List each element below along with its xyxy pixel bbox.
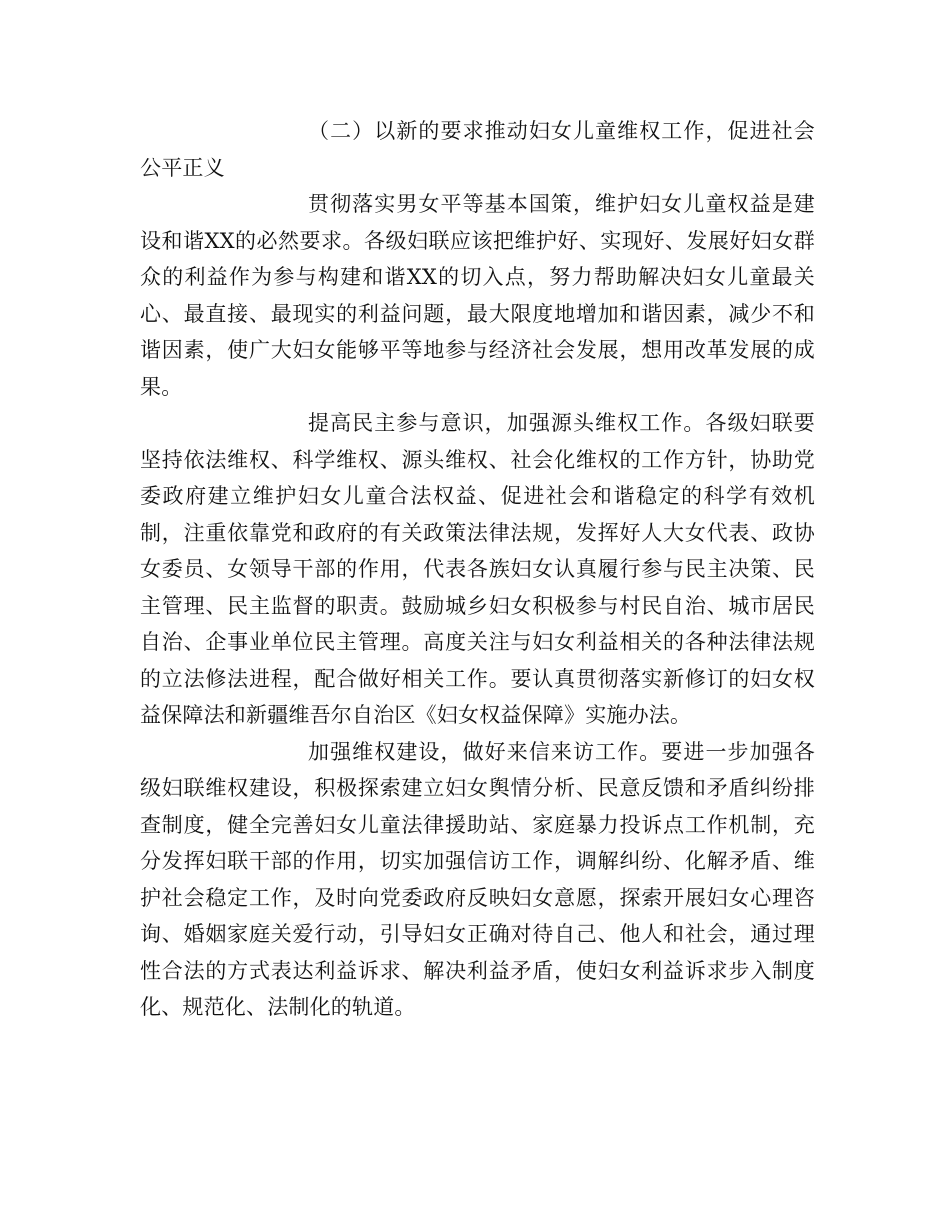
paragraph-3: 加强维权建设，做好来信来访工作。要进一步加强各级妇联维权建设，积极探索建立妇女舆情分析、民意反馈和矛盾纠纷排查制度，健全完善妇女儿童法律援助站、家庭暴力投诉点工作机制，充分发挥妇联干部的作用，切实加强信访工作，调解纠纷、化解矛盾、维护社会稳定工作，及时向党委政府反映妇女意愿，探索开展妇女心理咨询、婚姻家庭关爱行动，引导妇女正确对待自己、他人和社会，通过理性合法的方式表达利益诉求、解决利益矛盾，使妇女利益诉求步入制度化、规范化、法制化的轨道。 bbox=[140, 739, 815, 1019]
paragraph-2: 提高民主参与意识，加强源头维权工作。各级妇联要坚持依法维权、科学维权、源头维权、社会化维权的工作方针，协助党委政府建立维护妇女儿童合法权益、促进社会和谐稳定的科学有效机制，注重依靠党和政府的有关政策法律法规，发挥好人大女代表、政协女委员、女领导干部的作用，代表各族妇女认真履行参与民主决策、民主管理、民主监督的职责。鼓励城乡妇女积极参与村民自治、城市居民自治、企事业单位民主管理。高度关注与妇女利益相关的各种法律法规的立法修法进程，配合做好相关工作。要认真贯彻落实新修订的妇女权益保障法和新疆维吾尔自治区《妇女权益保障》实施办法。 bbox=[140, 411, 815, 727]
paragraph-1: 贯彻落实男女平等基本国策，维护妇女儿童权益是建设和谐XX的必然要求。各级妇联应该把维护好、实现好、发展好妇女群众的利益作为参与构建和谐XX的切入点，努力帮助解决妇女儿童最关心、最直接、最现实的利益问题，最大限度地增加和谐因素，减少不和谐因素，使广大妇女能够平等地参与经济社会发展，想用改革发展的成果。 bbox=[140, 192, 815, 399]
section-heading: （二）以新的要求推动妇女儿童维权工作，促进社会公平正义 bbox=[140, 119, 815, 180]
document-body bbox=[140, 113, 815, 1026]
